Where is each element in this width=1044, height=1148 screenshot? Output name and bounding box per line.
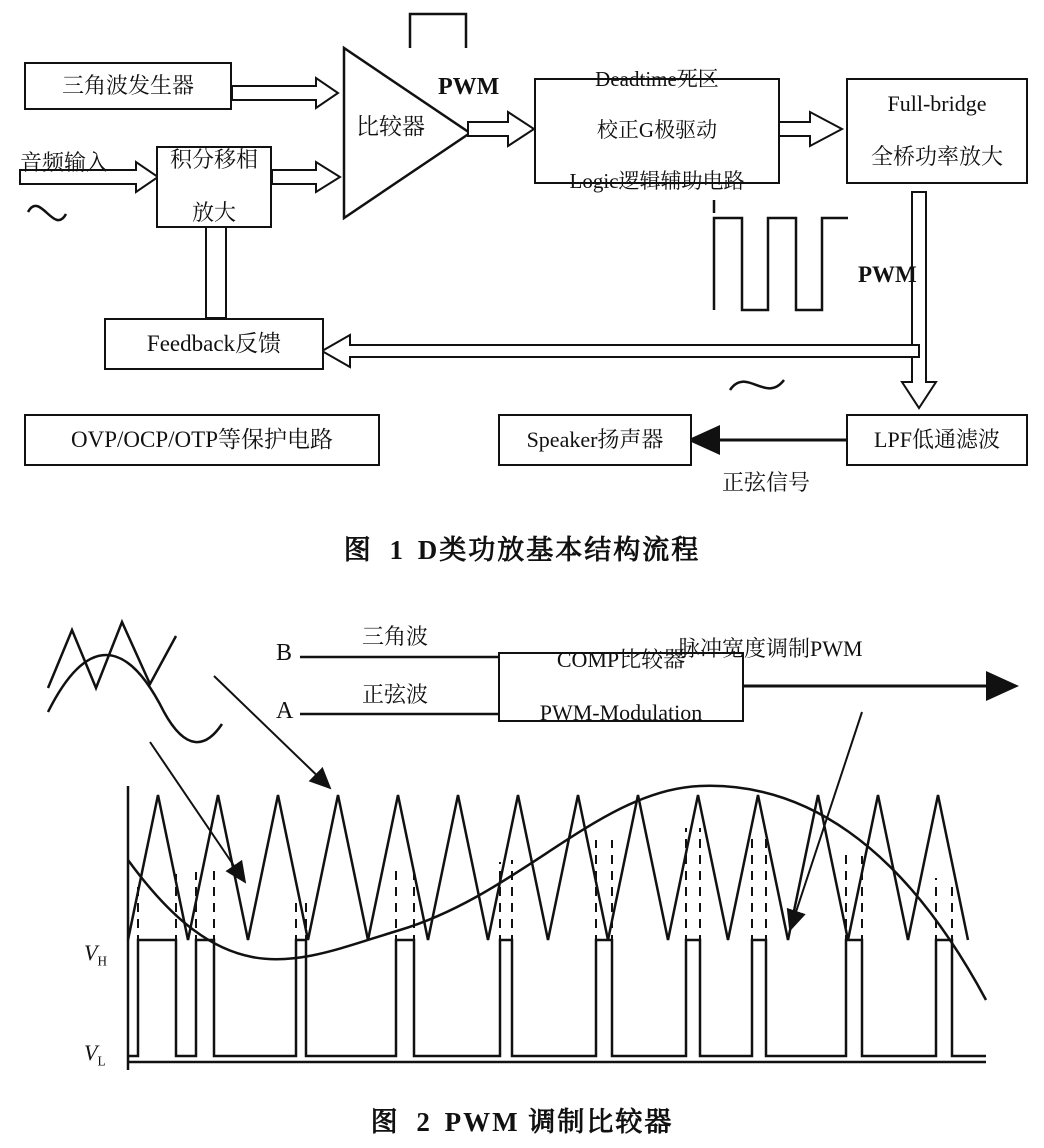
label-pwm-top: PWM bbox=[438, 74, 500, 100]
arrow-feedback-bus bbox=[322, 335, 919, 367]
sine-audio-input bbox=[28, 206, 66, 220]
label-audio-input: 音频输入 bbox=[20, 150, 109, 175]
figure2-caption-text: PWM 调制比较器 bbox=[444, 1107, 674, 1137]
arrow-fullbridge-to-lpf bbox=[902, 192, 936, 408]
block-integrator bbox=[156, 146, 272, 228]
construction-dashes bbox=[138, 828, 952, 1056]
block-deadtime bbox=[534, 66, 780, 194]
mini-sine-wave bbox=[48, 655, 222, 742]
label-v-high: $V_H$ bbox=[84, 940, 107, 969]
block-triangle-generator: 三角波发生器 bbox=[24, 62, 232, 110]
block-full-bridge-line1: Full-bridge bbox=[887, 90, 987, 116]
block-full-bridge-line2: 全桥功率放大 bbox=[870, 144, 1003, 170]
pwm-square-wave bbox=[714, 218, 848, 310]
block-deadtime-line1: Deadtime死区 bbox=[595, 66, 719, 91]
figure2-caption bbox=[0, 1100, 1044, 1139]
block-deadtime-line3: Logic逻辑辅助电路 bbox=[569, 169, 745, 194]
label-input-a: A bbox=[276, 698, 294, 724]
label-input-b: B bbox=[276, 640, 293, 666]
label-v-low: $V_L$ bbox=[84, 1040, 106, 1069]
block-deadtime-line2: 校正G极驱动 bbox=[596, 118, 718, 143]
label-pwm-output: 脉冲宽度调制PWM bbox=[678, 636, 863, 661]
figure2-caption-number: 图 2 bbox=[370, 1107, 436, 1137]
arrow-integrator-to-comparator bbox=[272, 162, 340, 192]
block-integrator-line2: 放大 bbox=[191, 200, 236, 226]
label-comparator: 比较器 bbox=[356, 114, 425, 139]
label-pwm-mid: PWM bbox=[858, 262, 917, 287]
sine-output-signal bbox=[730, 380, 784, 390]
block-lpf: LPF低通滤波 bbox=[846, 414, 1028, 466]
arrow-comparator-to-deadtime bbox=[468, 112, 534, 146]
pointer-triangle-to-plot bbox=[214, 676, 330, 788]
block-speaker: Speaker扬声器 bbox=[498, 414, 692, 466]
figure1-caption-text: D类功放基本结构流程 bbox=[417, 535, 701, 565]
label-sine-signal: 正弦信号 bbox=[722, 470, 811, 495]
comparator-supply-notch bbox=[410, 14, 466, 48]
block-comp-line1: COMP比较器 bbox=[556, 646, 686, 672]
block-comp-line2: PWM-Modulation bbox=[539, 700, 703, 726]
figure1-caption bbox=[0, 528, 1044, 567]
label-sine-wave: 正弦波 bbox=[362, 682, 429, 707]
label-triangle-wave: 三角波 bbox=[362, 624, 429, 649]
block-protection: OVP/OCP/OTP等保护电路 bbox=[24, 414, 380, 466]
block-feedback: Feedback反馈 bbox=[104, 318, 324, 370]
block-integrator-line1: 积分移相 bbox=[169, 146, 258, 172]
carrier-triangle-wave bbox=[128, 795, 968, 940]
arrow-deadtime-to-fullbridge bbox=[778, 112, 842, 146]
arrow-triangle-to-comparator bbox=[232, 78, 338, 108]
pointer-pwm-to-plot bbox=[790, 712, 862, 930]
block-full-bridge bbox=[846, 78, 1028, 184]
figure1-caption-number: 图 1 bbox=[343, 535, 409, 565]
